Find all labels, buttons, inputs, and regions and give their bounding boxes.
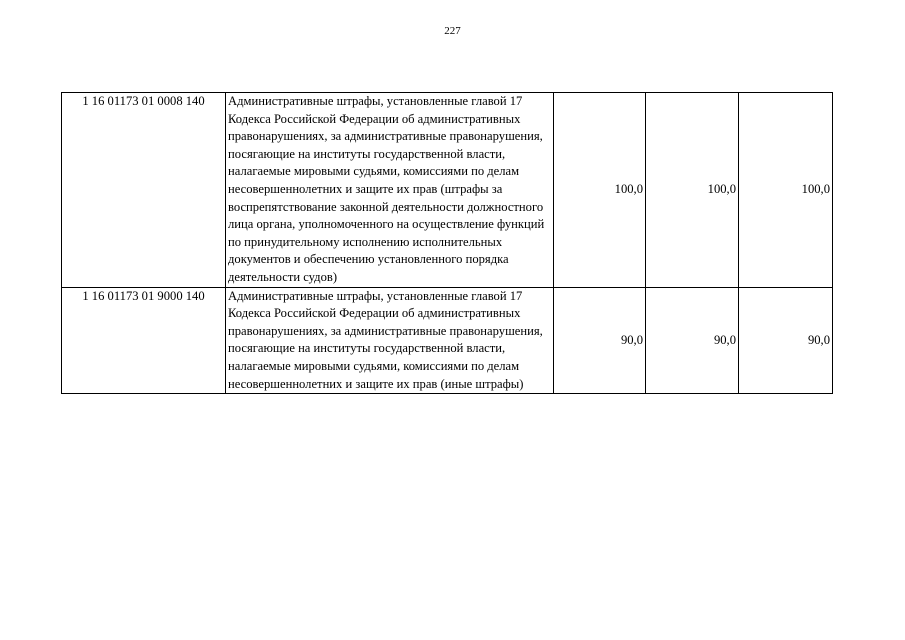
page-number: 227 (444, 25, 461, 37)
budget-code: 1 16 01173 01 0008 140 (62, 93, 226, 288)
table-row (62, 93, 833, 288)
income-description: Административные штрафы, установленные главой 17 Кодекса Российской Федерации об административных правонарушениях, за административные правонарушения, посягающие на институты государственной власти, налагаемые мировыми судьями, комиссиями по делам несовершеннолетних и защите их прав (иные штрафы) (226, 287, 554, 394)
table-row (62, 287, 833, 394)
amount-year-2: 100,0 (646, 93, 739, 288)
amount-year-3: 90,0 (739, 287, 833, 394)
amount-year-2: 90,0 (646, 287, 739, 394)
budget-code: 1 16 01173 01 9000 140 (62, 287, 226, 394)
amount-year-1: 90,0 (554, 287, 646, 394)
income-description: Административные штрафы, установленные главой 17 Кодекса Российской Федерации об административных правонарушениях, за административные правонарушения, посягающие на институты государственной власти, налагаемые мировыми судьями, комиссиями по делам несовершеннолетних и защите их прав (штрафы за воспрепятствование законной деятельности должностного лица органа, уполномоченного на осуществление функций по принудительному исполнению исполнительных документов и обеспечению установленного порядка деятельности судов) (226, 93, 554, 288)
amount-year-3: 100,0 (739, 93, 833, 288)
amount-year-1: 100,0 (554, 93, 646, 288)
budget-table (61, 92, 833, 394)
